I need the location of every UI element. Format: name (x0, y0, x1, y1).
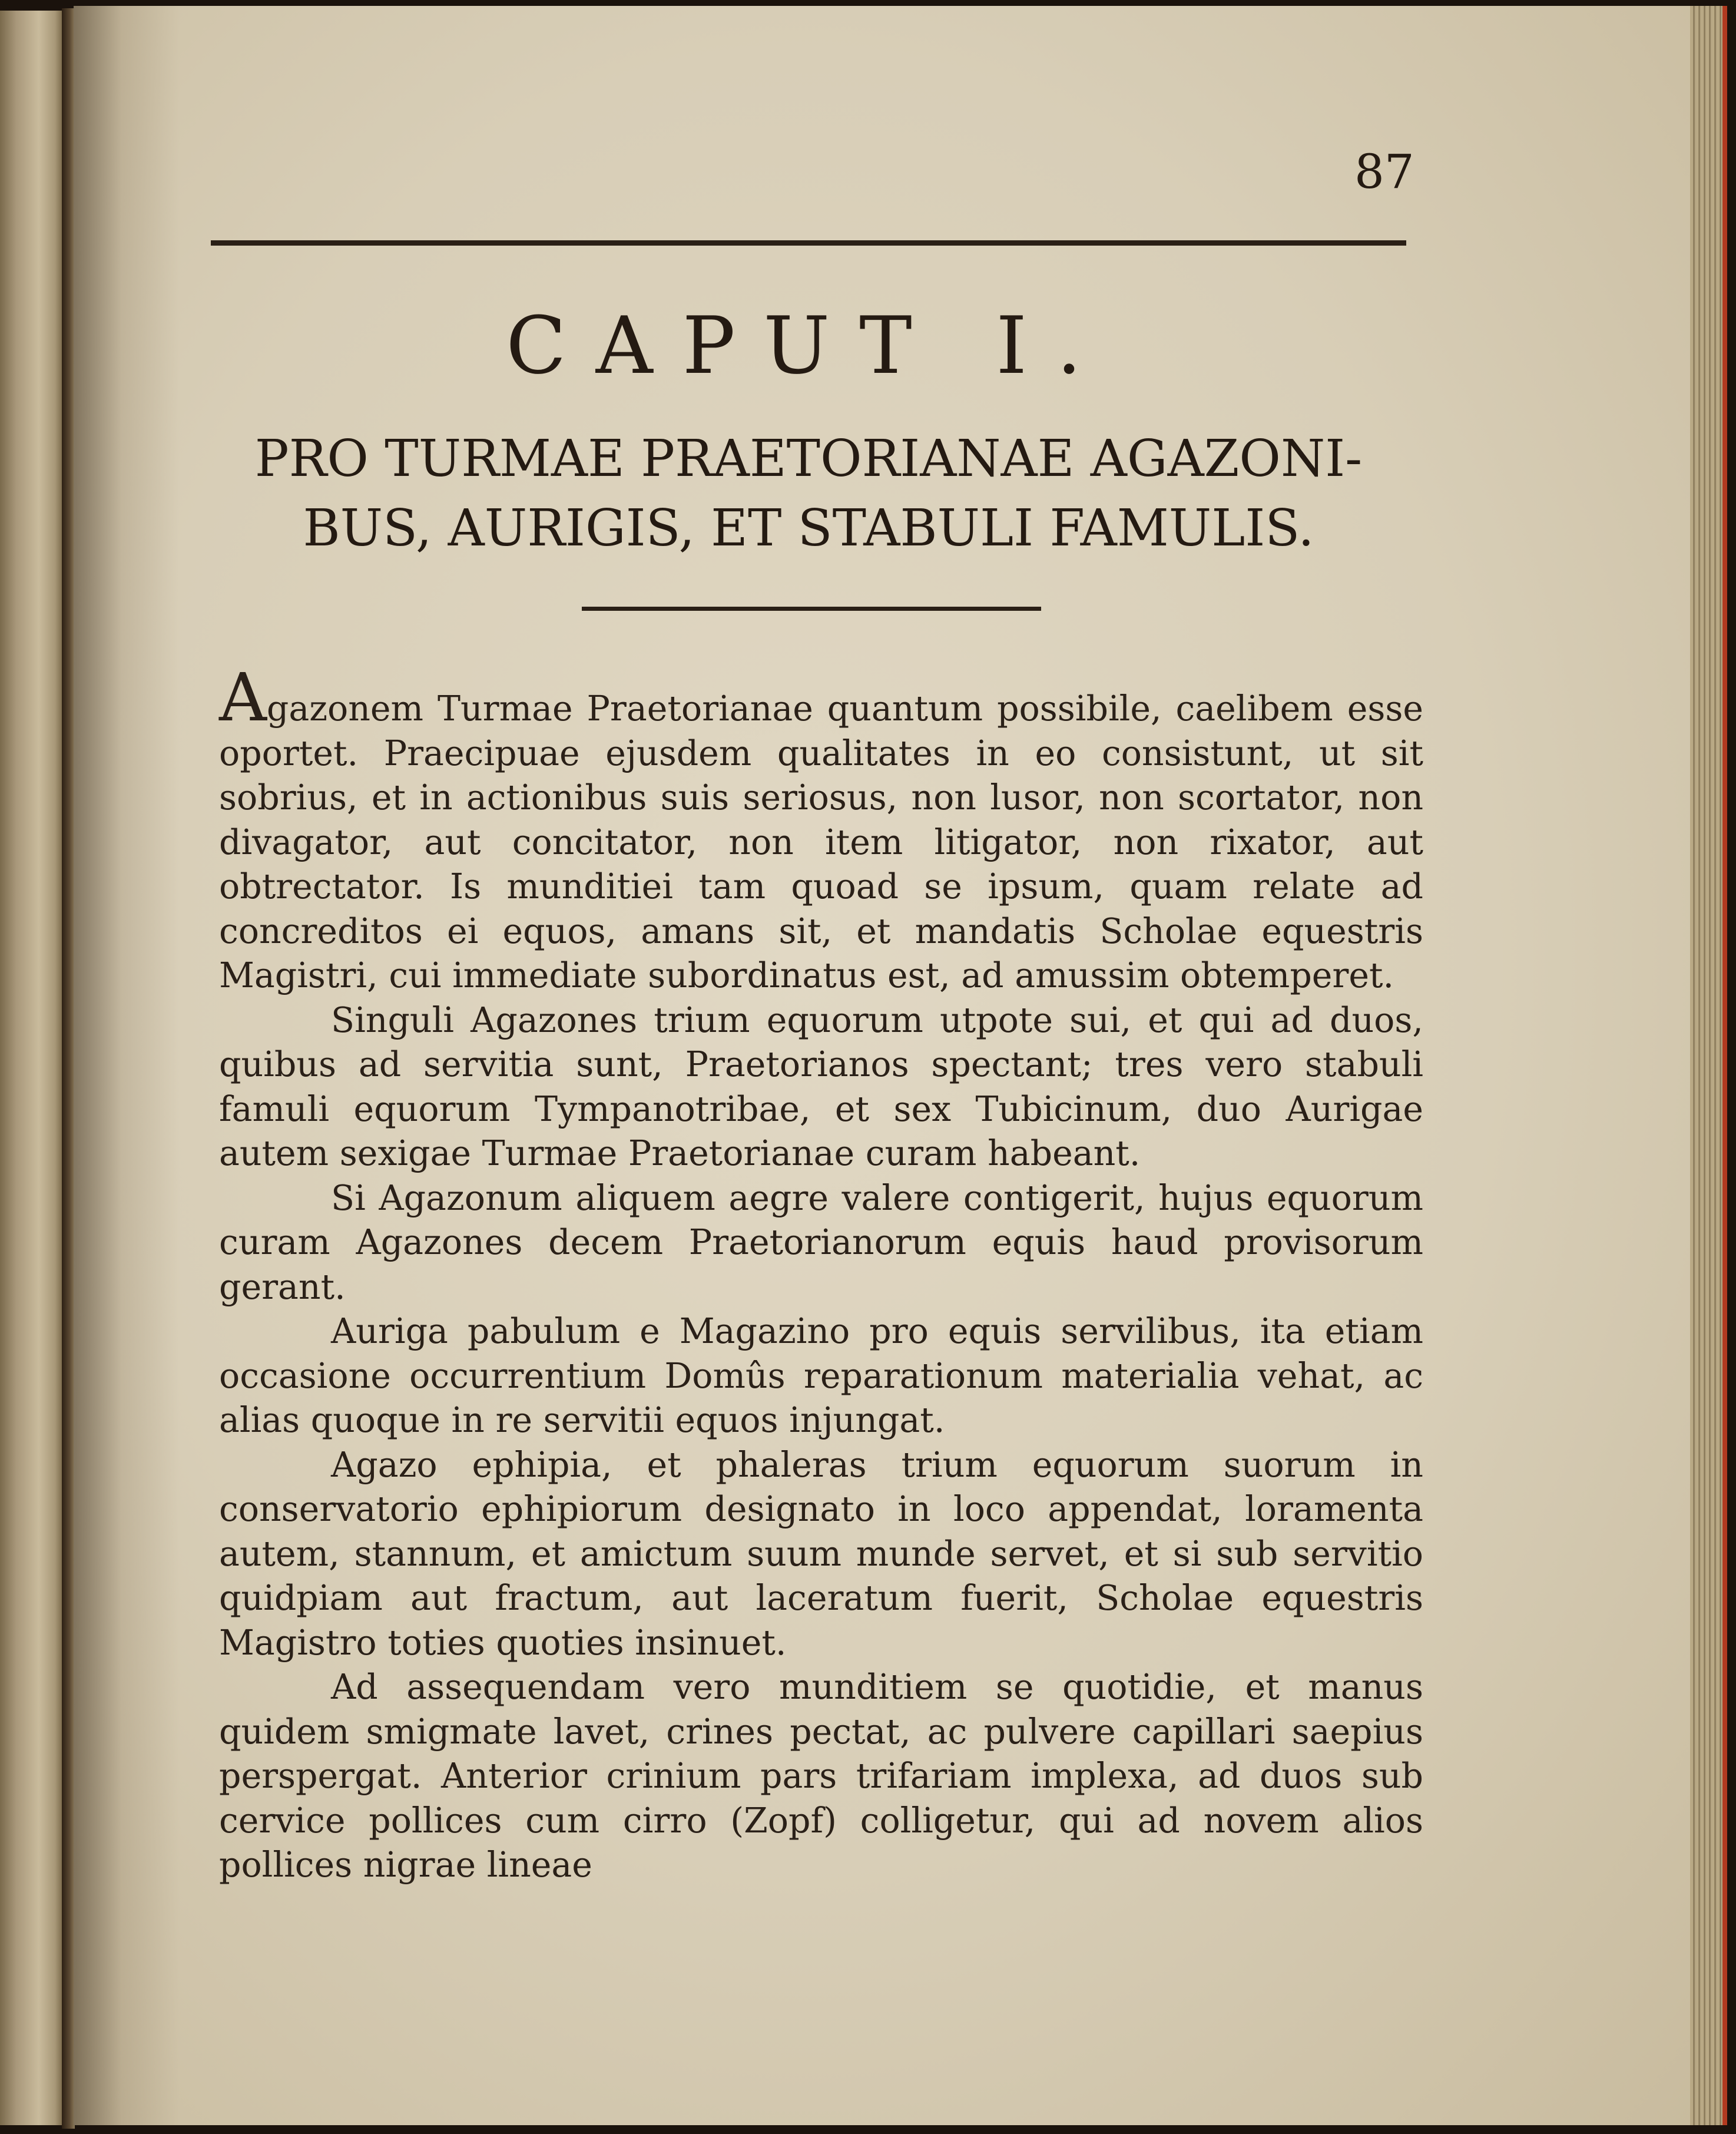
chapter-title-line-1: PRO TURMAE PRAETORIANAE AGAZONI- (254, 429, 1363, 488)
page-shadow (74, 6, 180, 2125)
initial-letter: A (219, 660, 267, 736)
paragraph-1 (219, 660, 1423, 998)
red-page-edge (1722, 6, 1727, 2125)
page-number: 87 (1354, 144, 1414, 199)
paragraph-3: Si Agazonum aliquem aegre valere contigerit, hujus equorum curam Agazones decem Praetorianorum equis haud provisorum gerant. (219, 1177, 1423, 1307)
facing-page-edge (0, 11, 65, 2125)
paragraph-5: Agazo ephipia, et phaleras trium equorum suorum in conservatorio ephipiorum designato in loco appendat, loramenta autem, stannum, et amictum suum munde servet, et si sub servitio quidpiam aut fractum, aut laceratum fuerit, Scholae equestris Magistro toties quoties insinuet. (219, 1444, 1423, 1663)
chapter-heading: CAPUT I. (506, 300, 1111, 392)
book-gutter (62, 8, 75, 2129)
chapter-title-line-2: BUS, AURIGIS, ET STABULI FAMULIS. (303, 499, 1314, 558)
paragraph-text: gazonem Turmae Praetorianae quantum possibile, caelibem esse oportet. Praecipuae ejusdem qualitates in eo consistunt, ut sit sobrius, et in actionibus suis seriosus, non lusor, non scortator, non divagator, aut concitator, non item litigator, non rixator, aut obtrectator. Is munditiei tam quoad se ipsum, quam relate ad concreditos ei equos, amans sit, et mandatis Scholae equestris Magistri, cui immediate subordinatus est, ad amussim obtemperet. (219, 689, 1423, 995)
header-rule (211, 240, 1406, 246)
paragraph-4: Auriga pabulum e Magazino pro equis servilibus, ita etiam occasione occurrentium Domûs reparationum materialia vehat, ac alias quoque in re servitii equos injungat. (219, 1311, 1423, 1440)
title-divider (582, 607, 1041, 611)
chapter-title (211, 424, 1406, 563)
paragraph-2: Singuli Agazones trium equorum utpote sui, et qui ad duos, quibus ad servitia sunt, Praetorianos spectant; tres vero stabuli famuli equorum Tympanotribae, et sex Tubicinum, duo Aurigae autem sexigae Turmae Praetorianae curam habeant. (219, 1000, 1423, 1173)
paragraph-6: Ad assequendam vero munditiem se quotidie, et manus quidem smigmate lavet, crines pectat, ac pulvere capillari saepius perspergat. Anterior crinium pars trifariam implexa, ad duos sub cervice pollices cum cirro (Zopf) colligetur, qui ad novem alios pollices nigrae lineae (219, 1667, 1423, 1885)
body-text (219, 660, 1423, 1888)
page-edges (1690, 6, 1725, 2125)
